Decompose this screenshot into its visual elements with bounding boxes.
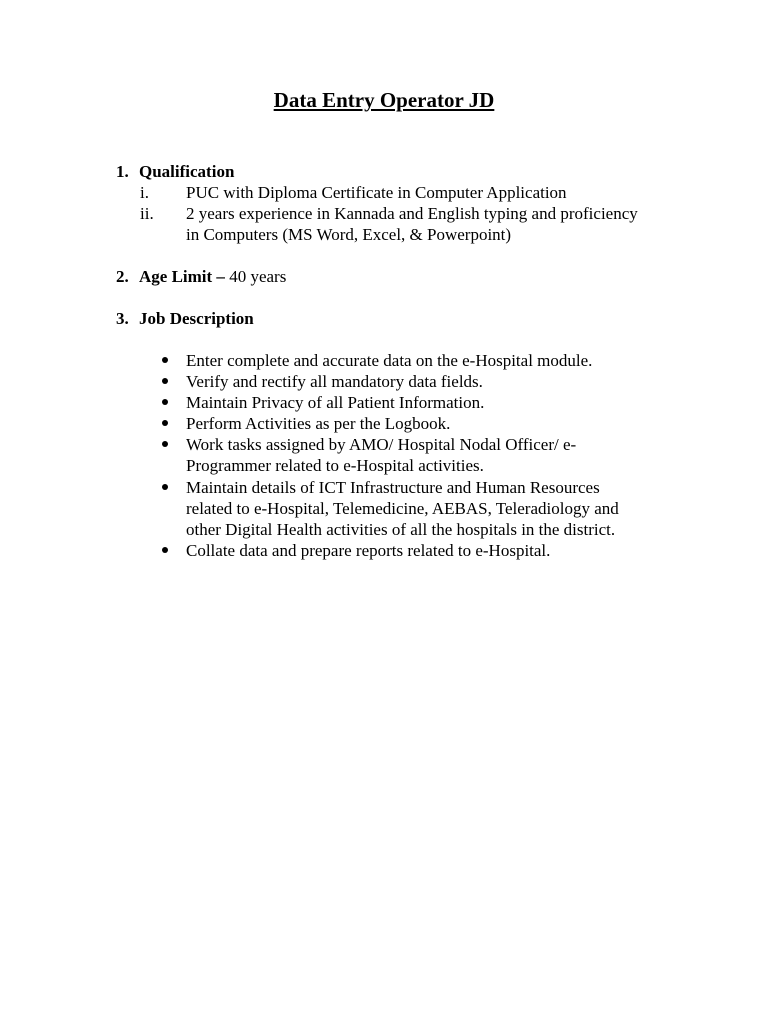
qualification-item: 2 years experience in Kannada and English typing and proficiency <box>186 204 638 223</box>
list-item: Maintain Privacy of all Patient Information. <box>186 393 485 412</box>
list-item-continued: Programmer related to e-Hospital activities. <box>186 456 484 475</box>
section-heading-age-limit: Age Limit – <box>139 267 225 286</box>
section-number: 3. <box>116 309 129 328</box>
list-item: Work tasks assigned by AMO/ Hospital Nodal Officer/ e- <box>186 435 577 454</box>
section-heading-job-description: Job Description <box>139 309 254 328</box>
bullet-icon <box>162 357 168 363</box>
bullet-icon <box>162 484 168 490</box>
list-marker: i. <box>140 183 149 202</box>
list-item: Perform Activities as per the Logbook. <box>186 414 451 433</box>
age-limit-value: 40 years <box>224 267 287 286</box>
bullet-icon <box>162 399 168 405</box>
list-item-continued: other Digital Health activities of all the hospitals in the district. <box>186 520 616 539</box>
list-item: Maintain details of ICT Infrastructure and Human Resources <box>186 478 600 497</box>
section-number: 2. <box>116 267 129 286</box>
list-item: Enter complete and accurate data on the e-Hospital module. <box>186 351 593 370</box>
bullet-icon <box>162 420 168 426</box>
list-item: Collate data and prepare reports related to e-Hospital. <box>186 541 551 560</box>
bullet-icon <box>162 547 168 553</box>
section-number: 1. <box>116 162 129 181</box>
qualification-item: PUC with Diploma Certificate in Computer Application <box>186 183 567 202</box>
bullet-icon <box>162 378 168 384</box>
list-marker: ii. <box>140 204 154 223</box>
document-title: Data Entry Operator JD <box>273 88 495 112</box>
age-limit-line <box>139 266 286 287</box>
bullet-icon <box>162 441 168 447</box>
section-heading-qualification: Qualification <box>139 162 235 181</box>
list-item-continued: related to e-Hospital, Telemedicine, AEBAS, Teleradiology and <box>186 499 619 518</box>
qualification-item-continued: in Computers (MS Word, Excel, & Powerpoint) <box>186 225 512 244</box>
list-item: Verify and rectify all mandatory data fields. <box>186 372 483 391</box>
